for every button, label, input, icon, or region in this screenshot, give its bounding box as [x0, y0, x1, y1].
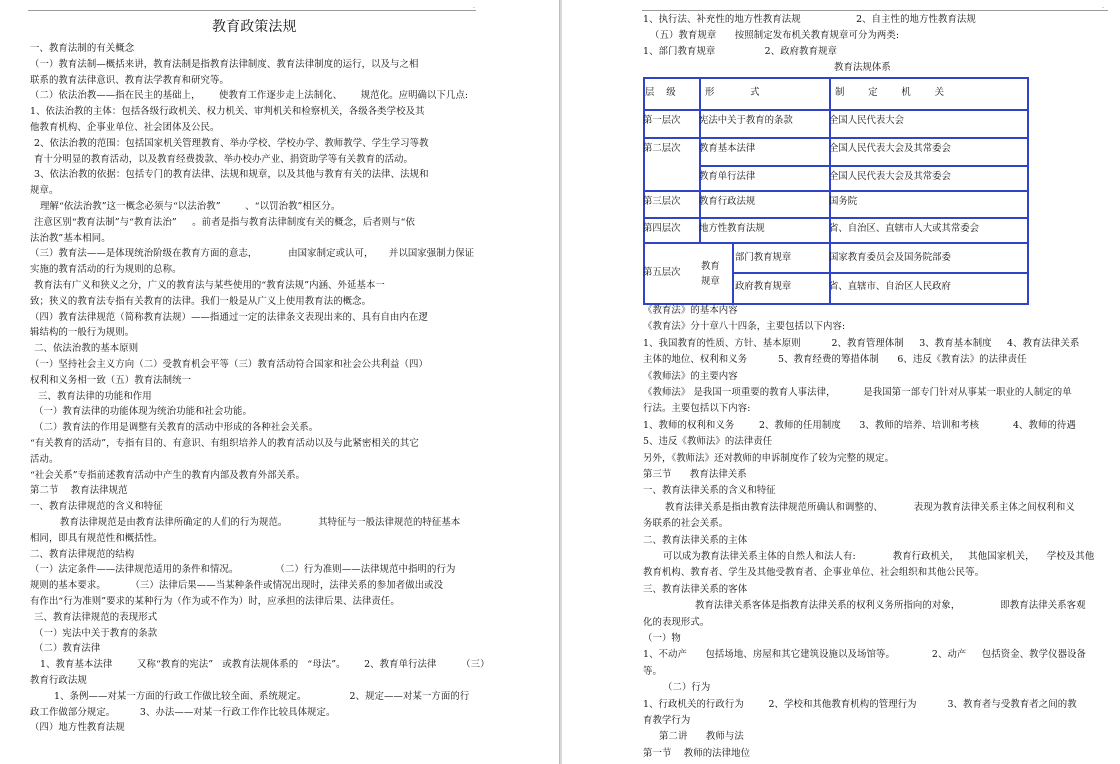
text-line: 《教师法》的主要内容 — [643, 371, 738, 382]
table-cell: 层 级 — [645, 87, 676, 98]
text-line: （一）坚持社会主义方向（二）受教育机会平等（三）教育活动符合国家和社会公共利益（四） — [30, 359, 428, 370]
corner-mark: . — [473, 3, 475, 10]
text-line: 三、教育法律规范的表现形式 — [34, 612, 158, 623]
text-line: 1、教育基本法律 又称“教育的宪法” 或教育法规体系的 “母法”。 2、教育单行法律 （三） — [40, 659, 490, 670]
text-line: 另外，《教师法》还对教师的申诉制度作了较为完整的规定。 — [643, 453, 895, 464]
text-line: 可以成为教育法律关系主体的自然人和法人有: 教育行政机关， 其他国家机关， 学校及其他 — [663, 551, 1095, 562]
text-line: 教育法律关系是指由教育法律规范所确认和调整的、 表现为教育法律关系主体之间权利和义 — [665, 502, 1075, 513]
text-line: （一）教育法律的功能体现为统治功能和社会功能。 — [34, 406, 252, 417]
text-line: （二）依法治教——指在民主的基础上， 使教育工作逐步走上法制化、 规范化。应明确以下几点: — [30, 90, 469, 101]
text-line: 规则的基本要求。 （三）法律后果——当某种条件或情况出现时，法律关系的参加者做出或没 — [30, 580, 444, 591]
table-caption: 教育法规体系 — [834, 62, 891, 73]
table-border — [829, 77, 831, 303]
text-line: 注意区别“教育法制”与“教育法治” 。前者是指与教育法律制度有关的概念，后者则与“依 — [34, 217, 415, 228]
text-line: （三）教育法——是体现统治阶级在教育方面的意志， 由国家制定或认可， 并以国家强制力保证 — [30, 248, 475, 259]
table-cell: 国务院 — [829, 196, 858, 207]
table-cell: 省、直辖市、自治区人民政府 — [829, 281, 951, 292]
text-line: 相同，即具有规范性和概括性。 — [30, 533, 163, 544]
table-cell: 地方性教育法规 — [699, 223, 765, 234]
text-line: 1、教师的权利和义务 2、教师的任用制度 3、教师的培养、培训和考核 4、教师的待遇 — [643, 420, 1076, 431]
text-line: 《教育法》的基本内容 — [643, 305, 738, 316]
text-line: （一）物 — [643, 633, 681, 644]
text-line: （一）宪法中关于教育的条款 — [34, 628, 158, 639]
text-line: 1、执行法、补充性的地方性教育法规 2、自主性的地方性教育法规 — [643, 14, 976, 25]
text-line: 一、教育法律规范的含义和特征 — [30, 501, 163, 512]
text-line: 1、依法治教的主体：包括各级行政机关、权力机关、审判机关和检察机关，各级各类学校及其 — [30, 106, 425, 117]
document-title: 教育政策法规 — [212, 19, 297, 35]
corner-mark: . — [1102, 3, 1104, 10]
table-cell: 宪法中关于教育的条款 — [699, 115, 793, 126]
text-line: 化的表现形式。 — [643, 617, 710, 628]
text-line: 等。 — [643, 666, 662, 677]
table-cell: 教育基本法律 — [699, 143, 756, 154]
text-line: 《教师法》 是我国一项重要的教育人事法律， 是我国第一部专门针对从事某一职业的人制定的单 — [643, 387, 1072, 398]
text-line: 实施的教育活动的行为规则的总称。 — [30, 264, 182, 275]
text-line: “有关教育的活动”，专指有目的、有意识、有组织培养人的教育活动以及与此紧密相关的其它 — [30, 438, 419, 449]
table-border — [643, 242, 1029, 244]
table-cell: 第三层次 — [643, 196, 681, 207]
table-cell: 全国人民代表大会及其常委会 — [829, 143, 951, 154]
text-line: 教育机构、教育者、学生及其他受教育者、企事业单位、社会组织和其他公民等。 — [643, 567, 985, 578]
text-line: 二、教育法律关系的主体 — [643, 535, 748, 546]
table-cell: 教育单行法律 — [699, 171, 756, 182]
table-cell: 全国人民代表大会及其常委会 — [829, 171, 951, 182]
text-line: 育教学行为 — [643, 715, 691, 726]
table-cell: 全国人民代表大会 — [829, 115, 905, 126]
text-line: （四）地方性教育法规 — [30, 722, 125, 733]
text-line: 辑结构的一般行为规则。 — [30, 327, 135, 338]
text-line: 一、教育法律关系的含义和特征 — [643, 485, 776, 496]
text-line: 教育法有广义和狭义之分，广义的教育法与某些使用的“教育法规”内涵、外延基本一 — [34, 280, 385, 291]
text-line: （一）教育法制—概括来讲，教育法制是指教育法律制度、教育法律制度的运行，以及与之相 — [30, 59, 419, 70]
text-line: 他教育机构、企事业单位、社会团体及公民。 — [30, 122, 220, 133]
header-rule — [642, 10, 1108, 11]
text-line: 教育行政法规 — [30, 675, 87, 686]
text-line: 1、我国教育的性质、方针、基本原则 2、教育管理体制 3、教育基本制度 4、教育法律关系 — [643, 338, 1080, 349]
text-line: （四）教育法律规范（简称教育法规）——指通过一定的法律条文表现出来的、具有自由内在逻 — [30, 312, 428, 323]
text-line: 务联系的社会关系。 — [643, 518, 729, 529]
text-line: 行法。主要包括以下内容: — [643, 403, 751, 414]
text-line: 教育法律关系客体是指教育法律关系的权利义务所指向的对象， 即教育法律关系客观 — [695, 600, 1086, 611]
table-border — [1027, 77, 1029, 303]
text-line: 教育法律规范是由教育法律所确定的人们的行为规范。 其特征与一般法律规范的特征基本 — [60, 517, 461, 528]
text-line: 1、条例——对某一方面的行政工作做比较全面、系统规定。 2、规定——对某一方面的行 — [54, 691, 470, 702]
table-cell: 教育行政法规 — [699, 196, 756, 207]
text-line: 联系的教育法律意识、教育法学教育和研究等。 — [30, 75, 229, 86]
text-line: 活动。 — [30, 454, 59, 465]
text-line: 2、依法治教的范围：包括国家机关管理教育、举办学校、学校办学、教师教学、学生学习等教 — [34, 138, 429, 149]
text-line: （二）教育法的作用是调整有关教育的活动中形成的各种社会关系。 — [34, 422, 319, 433]
text-line: 权利和义务相一致（五）教育法制统一 — [30, 375, 192, 386]
text-line: 二、教育法律规范的结构 — [30, 549, 135, 560]
text-line: 3、依法治教的依据：包括专门的教育法律、法规和规章，以及其他与教育有关的法律、法规和 — [34, 169, 429, 180]
table-border — [732, 242, 734, 303]
text-line: 1、行政机关的行政行为 2、学校和其他教育机构的管理行为 3、教育者与受教育者之间的教 — [643, 699, 1077, 710]
text-line: “社会关系”专指前述教育活动中产生的教育内部及教育外部关系。 — [30, 470, 306, 481]
table-cell: 第二层次 — [643, 143, 681, 154]
text-line: 第一节 教师的法律地位 — [643, 748, 751, 759]
text-line: 政工作做部分规定。 3、办法——对某一行政工作作比较具体规定。 — [30, 707, 336, 718]
text-line: 主体的地位、权利和义务 5、教育经费的筹措体制 6、违反《教育法》的法律责任 — [643, 354, 1027, 365]
text-line: 理解“依法治教”这一概念必须与“以法治教” 、“以罚治教”相区分。 — [40, 201, 341, 212]
table-cell: 制 定 机 关 — [835, 87, 945, 98]
header-rule — [28, 10, 476, 11]
text-line: 1、不动产 包括场地、房屋和其它建筑设施以及场馆等。 2、动产 包括资金、教学仪器设备 — [643, 649, 1087, 660]
table-cell: 形 式 — [705, 87, 760, 98]
text-line: （一）法定条件——法律规范适用的条件和情况。 （二）行为准则——法律规范中指明的行为 — [30, 564, 456, 575]
text-line: （二）行为 — [663, 682, 711, 693]
text-line: 第二节 教育法律规范 — [30, 485, 128, 496]
table-border — [699, 165, 1029, 167]
text-line: 致；狭义的教育法专指有关教育的法律。我们一般是从广义上使用教育法的概念。 — [30, 296, 372, 307]
text-line: （二）教育法律 — [34, 643, 101, 654]
text-line: 一、教育法制的有关概念 — [30, 43, 135, 54]
text-line: 规章。 — [30, 185, 59, 196]
text-line: （五）教育规章 按照制定发布机关教育规章可分为两类: — [650, 30, 900, 41]
table-cell: 部门教育规章 — [735, 252, 792, 263]
text-line: 《教育法》分十章八十四条，主要包括以下内容: — [643, 321, 846, 332]
table-cell: 第一层次 — [643, 115, 681, 126]
table-cell: 国家教育委员会及国务院部委 — [829, 252, 951, 263]
text-line: 育十分明显的教育活动，以及教育经费拨款、举办校办产业、捐资助学等有关教育的活动。 — [34, 154, 414, 165]
text-line: 5、违反《教师法》的法律责任 — [643, 436, 773, 447]
text-line: 法治教”基本相同。 — [30, 233, 111, 244]
text-line: 有作出“行为准则”要求的某种行为（作为或不作为）时，应承担的法律后果、法律责任。 — [30, 596, 400, 607]
text-line: 第三节 教育法律关系 — [643, 469, 747, 480]
table-cell: 第五层次 — [643, 267, 681, 278]
text-line: 第二讲 教师与法 — [659, 731, 744, 742]
text-line: 三、教育法律关系的客体 — [643, 584, 748, 595]
table-border — [732, 272, 1029, 274]
table-border — [699, 77, 701, 242]
text-line: 三、教育法律的功能和作用 — [38, 391, 152, 402]
text-line: 1、部门教育规章 2、政府教育规章 — [643, 46, 838, 57]
table-cell: 省、自治区、直辖市人大或其常委会 — [829, 223, 980, 234]
table-cell: 第四层次 — [643, 223, 681, 234]
table-cell: 规章 — [701, 276, 720, 287]
table-cell: 政府教育规章 — [735, 281, 792, 292]
table-cell: 教育 — [701, 261, 720, 272]
law-hierarchy-table — [643, 77, 1029, 303]
text-line: 二、依法治教的基本原则 — [34, 343, 139, 354]
